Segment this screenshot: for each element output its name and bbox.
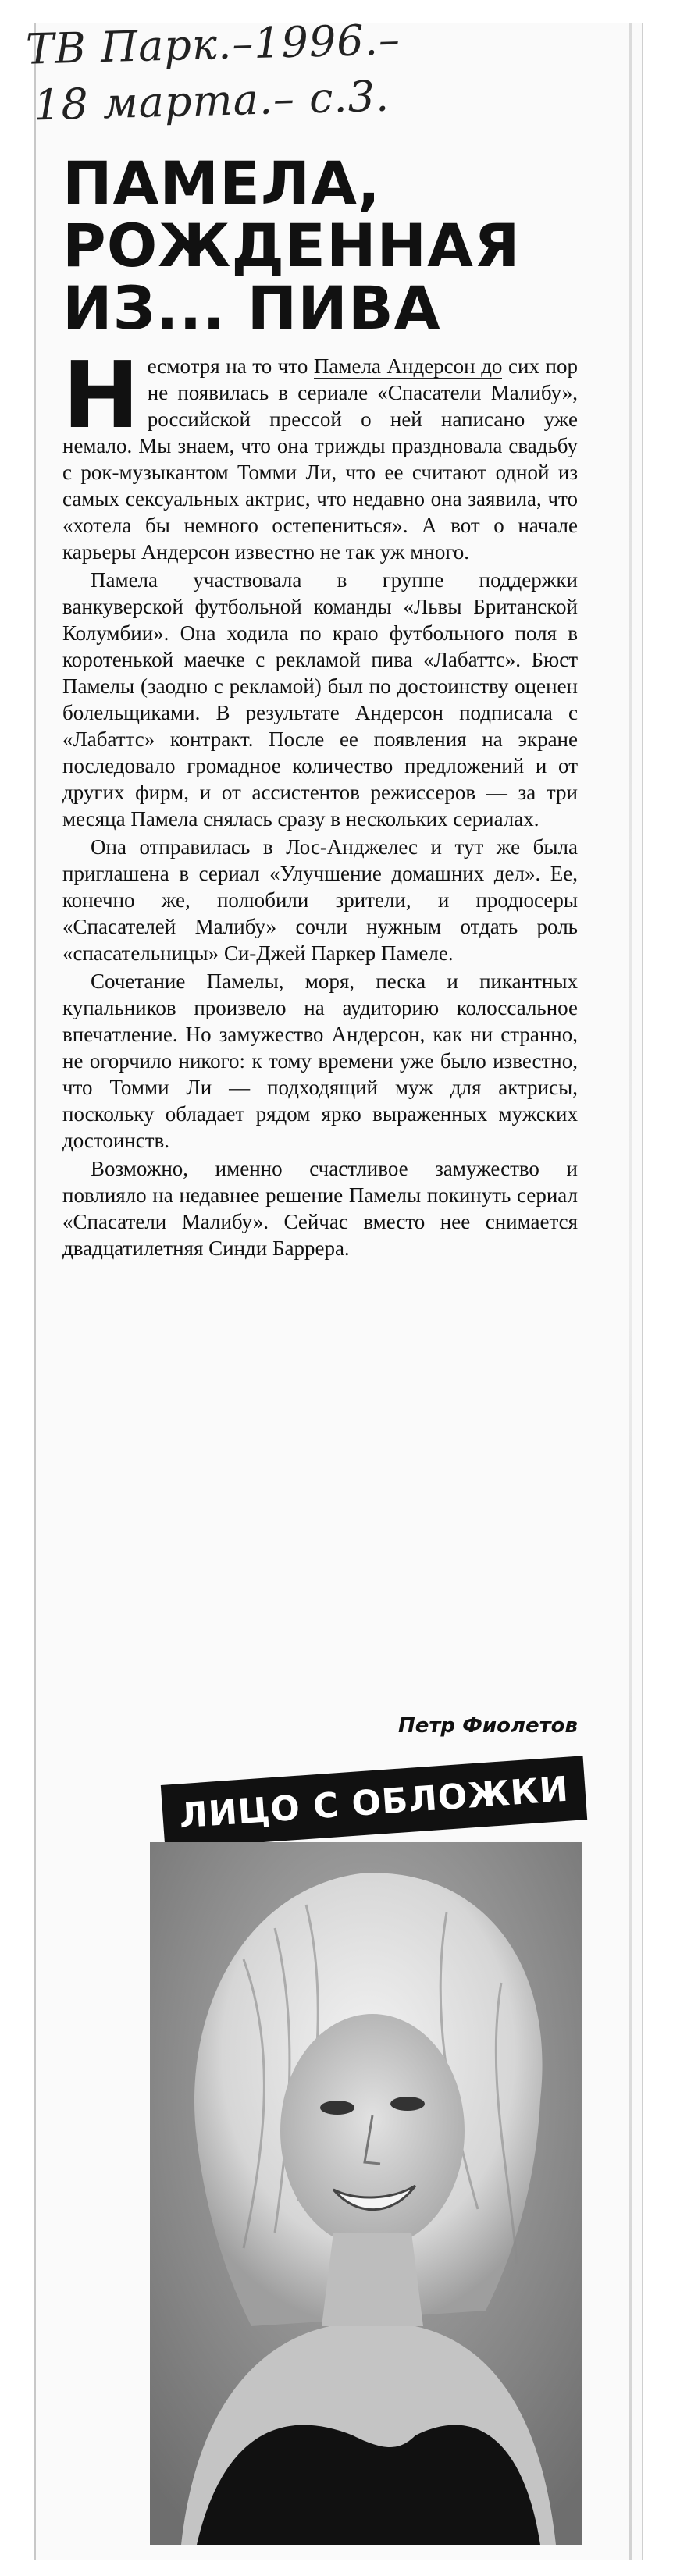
paragraph-4: Сочетание Памелы, моря, песка и пикантных купальников произвело на аудиторию колоссальное впечатление. Но замужество Андерсон, как ни странно, не огорчило никого: к тому времени уже было известно, что Томми Ли — подходящий муж для актрисы, поскольку обладает рядом ярко выраженных мужских достоинств. — [62, 970, 578, 1152]
handwritten-source-note — [25, 6, 606, 133]
portrait-illustration — [150, 1842, 582, 2545]
face — [280, 2014, 465, 2248]
right-eye — [390, 2097, 425, 2111]
headline-line-1: ПАМЕЛА, — [62, 148, 381, 218]
cover-photo — [150, 1842, 582, 2545]
paragraph-2: Памела участвовала в группе поддержки ванкуверской футбольной команды «Львы Британской Колумбии». Она ходила по краю футбольного поля в коротенькой маечке с рекламой пива «Лабаттс». Бюст Памелы (заодно с рекламой) был по достоинству оценен болельщиками. В результате Андерсон подписала с «Лабаттс» контракт. После ее появления на экране последовало громадное количество предложений и от других фирм, и от ассистентов режиссеров — за три месяца Памела снялась сразу в нескольких сериалах. — [62, 568, 578, 831]
neck — [322, 2233, 423, 2326]
article-body — [62, 341, 578, 1263]
paragraph-1-start: есмотря на то что — [147, 354, 314, 378]
left-eye — [320, 2101, 354, 2115]
paragraph-1 — [62, 341, 578, 565]
article-headline — [62, 148, 578, 343]
handwritten-line-1: ТВ Парк.–1996.– — [25, 15, 401, 74]
paragraph-5: Возможно, именно счастливое замужество и повлияло на недавнее решение Памелы покинуть сериал «Спасатели Малибу». Сейчас вместо нее снимается двадцатилетняя Синди Баррера. — [62, 1157, 578, 1260]
drop-cap: Н — [62, 341, 140, 449]
cover-section-title: ЛИЦО С ОБЛОЖКИ — [177, 1769, 571, 1836]
paragraph-3: Она отправилась в Лос-Анджелес и тут же была приглашена в сериал «Улучшение домашних дел». Ее, конечно же, полюбили зрители, и продюсеры «Спасателей Малибу» сочли нужным отдать роль «спасательницы» Си-Джей Паркер Памеле. — [62, 835, 578, 965]
author-byline: Петр Фиолетов — [397, 1714, 578, 1738]
headline-line-2: РОЖДЕННАЯ — [62, 211, 521, 280]
headline-line-3: ИЗ... ПИВА — [62, 273, 441, 343]
handwritten-line-2: 18 марта.– с.3. — [33, 71, 390, 130]
paragraph-1-rest: сих пор не появилась в сериале «Спасатели Малибу», российской прессой о ней написано уже немало. Мы знаем, что она трижды праздновала свадьбу с рок-музыкантом Томми Ли, что ее считают одной из самых сексуальных актрис, что недавно она заявила, что «хотела бы немного остепениться». А вот о начале карьеры Андерсон известно не так уж много. — [62, 354, 578, 564]
underlined-name: Памела Андерсон до — [313, 354, 503, 378]
